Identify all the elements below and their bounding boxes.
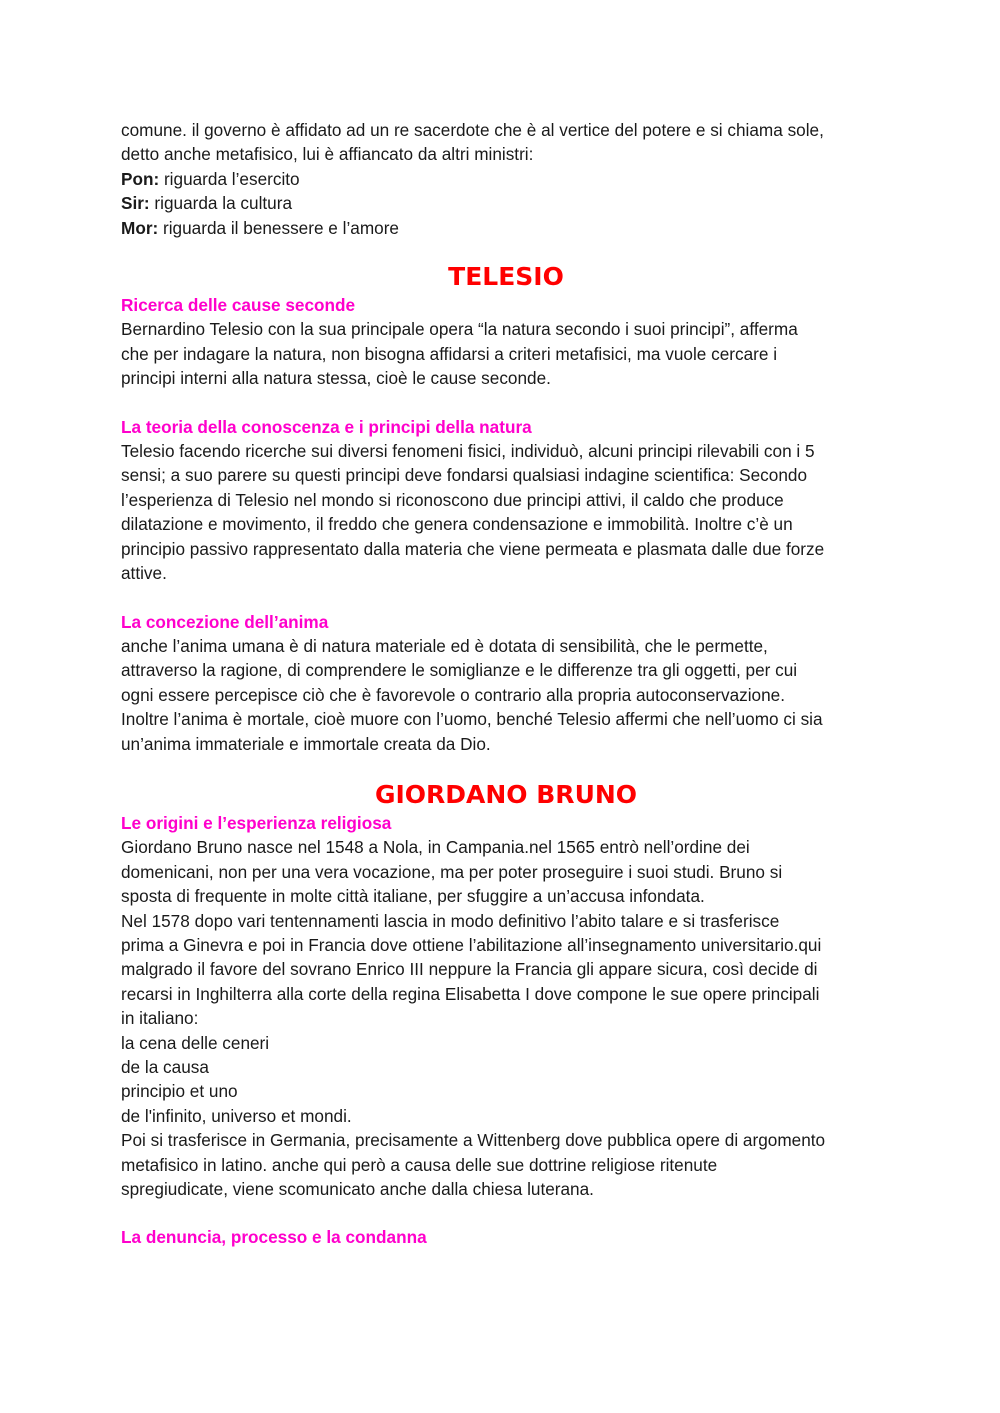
- text-line: Poi si trasferisce in Germania, precisamente a Wittenberg dove pubblica opere di argomento: [121, 1130, 826, 1151]
- text-line: comune. il governo è affidato ad un re sacerdote che è al vertice del potere e si chiama sole,: [121, 120, 824, 140]
- text-line: che per indagare la natura, non bisogna affidarsi a criteri metafisici, ma vuole cercare i: [121, 343, 778, 364]
- text-line: Inoltre l’anima è mortale, cioè muore con l’uomo, benché Telesio affermi che nell’uomo ci sia: [121, 709, 823, 730]
- text-line: metafisico in latino. anche qui però a causa delle sue dottrine religiose ritenute: [121, 1154, 718, 1175]
- subheading: La concezione dell’anima: [121, 611, 329, 632]
- text-line: Telesio facendo ricerche sui diversi fenomeni fisici, individuò, alcuni principi rilevabili con i 5: [121, 441, 815, 462]
- work-title: de la causa: [121, 1057, 209, 1077]
- subheading: Le origini e l’esperienza religiosa: [121, 812, 392, 833]
- work-title: de l'infinito, universo et mondi.: [121, 1105, 352, 1126]
- subheading: La denuncia, processo e la condanna: [121, 1227, 427, 1248]
- text-line: detto anche metafisico, lui è affiancato da altri ministri:: [121, 144, 534, 165]
- text-line: Bernardino Telesio con la sua principale opera “la natura secondo i suoi principi”, afferma: [121, 319, 798, 340]
- text-line: principio passivo rappresentato dalla materia che viene permeata e plasmata dalle due forze: [121, 538, 825, 559]
- minister-label: Pon:: [121, 168, 160, 189]
- intro-paragraph: [121, 118, 891, 240]
- text-line: sensi; a suo parere su questi principi deve fondarsi qualsiasi indagine scientifica: Secondo: [121, 465, 807, 486]
- minister-label: Sir:: [121, 193, 150, 214]
- text-line: Nel 1578 dopo vari tentennamenti lascia in modo definitivo l’abito talare e si trasferisce: [121, 910, 780, 931]
- text-line: l’esperienza di Telesio nel mondo si riconoscono due principi attivi, il caldo che produce: [121, 489, 784, 510]
- minister-text: riguarda la cultura: [149, 193, 293, 214]
- text-line: anche l’anima umana è di natura materiale ed è dotata di sensibilità, che le permette,: [121, 635, 768, 656]
- telesio-section-2: [121, 415, 891, 586]
- text-line: sposta di frequente in molte città italiane, per sfuggire a un’accusa infondata.: [121, 886, 705, 907]
- minister-text: riguarda l’esercito: [159, 168, 300, 189]
- minister-pon: [121, 167, 891, 191]
- section-title-telesio: TELESIO: [448, 262, 564, 292]
- telesio-section-3: [121, 610, 891, 756]
- minister-text: riguarda il benessere e l’amore: [158, 217, 399, 238]
- work-title: principio et uno: [121, 1081, 238, 1102]
- text-line: principi interni alla natura stessa, cioè le cause seconde.: [121, 368, 551, 389]
- text-line: attive.: [121, 563, 167, 584]
- text-line: spregiudicate, viene scomunicato anche dalla chiesa luterana.: [121, 1179, 594, 1200]
- text-line: prima a Ginevra e poi in Francia dove ottiene l’abilitazione all’insegnamento universitario.qui: [121, 934, 822, 955]
- text-line: attraverso la ragione, di comprendere le somiglianze e le differenze tra gli oggetti, per cui: [121, 660, 798, 681]
- document-page: [121, 118, 891, 1250]
- text-line: ogni essere percepisce ciò che è favorevole o contrario alla propria autoconservazione.: [121, 684, 786, 705]
- section-title-bruno: GIORDANO BRUNO: [374, 779, 638, 809]
- minister-mor: [121, 216, 891, 240]
- text-line: recarsi in Inghilterra alla corte della regina Elisabetta I dove compone le sue opere principali: [121, 983, 820, 1004]
- bruno-section-1: [121, 811, 891, 1202]
- text-line: dilatazione e movimento, il freddo che genera condensazione e immobilità. Inoltre c’è un: [121, 514, 793, 535]
- text-line: malgrado il favore del sovrano Enrico III neppure la Francia gli appare sicura, così decide di: [121, 959, 818, 980]
- subheading: Ricerca delle cause seconde: [121, 295, 356, 316]
- text-line: un’anima immateriale e immortale creata da Dio.: [121, 733, 491, 754]
- minister-sir: [121, 191, 891, 215]
- subheading: La teoria della conoscenza e i principi della natura: [121, 416, 532, 437]
- text-line: in italiano:: [121, 1008, 199, 1029]
- telesio-section-1: [121, 293, 891, 391]
- text-line: domenicani, non per una vera vocazione, ma per poter proseguire i suoi studi. Bruno si: [121, 861, 783, 882]
- text-line: Giordano Bruno nasce nel 1548 a Nola, in Campania.nel 1565 entrò nell’ordine dei: [121, 837, 750, 858]
- bruno-section-2: [121, 1225, 891, 1249]
- minister-label: Mor:: [121, 217, 159, 238]
- work-title: la cena delle ceneri: [121, 1032, 270, 1053]
